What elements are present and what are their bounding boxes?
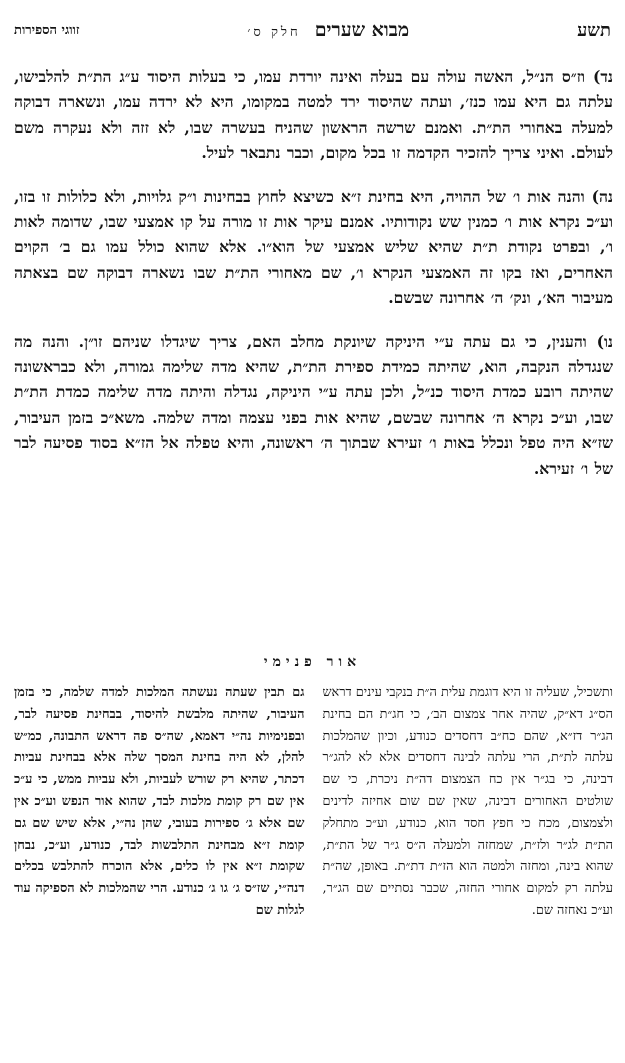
page-header: [14, 16, 611, 44]
paragraph-label: נה): [591, 186, 613, 206]
paragraph-label: נו): [596, 331, 614, 351]
book-title: מבוא שערים: [314, 18, 410, 41]
main-text: [14, 64, 613, 499]
commentary-section: [14, 682, 613, 1052]
paragraph-text: והענין, כי גם עתה ע״י היניקה שיונקת מחלב האם, צריך שיגדלו שניהם זו״ן. והנה מה שנגדלה הנקבה, הוא, שהיתה כמידת ספירת הת״ת, שהיא מדה שלימה גמורה, ולא כבראשונה שהיתה רובע כמדת היסוד כנ״ל, ולכן עתה ע״י היניקה, נגדלה והיתה מדה שלימה כמדת הת״ת שבו, וע״כ נקרא ה׳ אחרונה שבשם, שהיא אות בפני עצמה ומדה שלמה. משא״כ בזמן העיבור, שז״א היה טפל ונכלל באות ו׳ זעירא שבתוך ה׳ ראשונה, והיא טפלה אל הז״א בסוד פסיעה לבר של ו׳ זעירא.: [14, 331, 613, 478]
paragraph-label: נד): [593, 67, 613, 86]
paragraph-text: וז״ס הנ״ל, האשה עולה עם בעלה ואינה יורדת עמו, כי בעלות היסוד ע״ג הת״ת להלבישו, עלתה גם היא עמו כנז׳, ועתה שהיסוד ירד למטה במקומו, היא לא ירדה עמו, ונשארה דבוקה למעלה באחורי הת״ת. ואמנם שרשה הראשון שהניח בעשרה שבו, לא זזה ולא נעקרה משם לעולם. ואיני צריך להזכיר הקדמה זו בכל מקום, וכבר נתבאר לעיל.: [14, 67, 613, 163]
paragraph-text: והנה אות ו׳ של ההויה, היא בחינת ז״א כשיצא לחוץ בבחינות ו״ק גלויות, ולא כלולות זו בזו, וע״כ נקרא אות ו׳ כמנין שש נקודותיו. אמנם עיקר אות זו מורה על קו אמצעי שבו, שדומה לאות ו׳, ובפרט נקודת ת״ת שהיא שליש אמצעי של הוא״ו. אלא שהוא כולל עמו גם ב׳ הקוים האחרים, ואז בקו זה האמצעי הנקרא ו׳, שם מאחורי הת״ת שבו נשארה דבוקה שם בצאתה מעיבור הא׳, ונק׳ ה׳ אחרונה שבשם.: [14, 186, 613, 308]
commentary-left-column: גם תבין שעתה נעשתה המלכות למדה שלמה, כי בזמן העיבור, שהיתה מלבשת להיסוד, בבחינת פסיעה לבר, ובפנימיות נה״י דאמא, שה״ס פה דראש התבונה, כמ״ש להלן, לא היה בחינת המסך שלה אלא בבחינת עביות דכתר, שהיא רק שורש לעביות, ולא עביות ממש, כי ע״כ אין שם רק קומת מלכות לבד, שהוא אור הנפש וע״כ אין שם אלא ג׳ ספירות בעובי, שהן נה״י, אלא שיש שם גם קומת ז״א מבחינת התלבשות לבד, כנודע, וע״כ, נבחן שקומת ז״א אין לו כלים, אלא הוכרח להתלבש בכלים דנה״י, שז״ס ג׳ גו ג׳ כנודע. הרי שהמלכות לא הספיקה עוד לגלות שם: [14, 685, 305, 918]
paragraph-55: [14, 184, 613, 311]
header-center: [247, 19, 409, 42]
page-number: תשע: [577, 19, 611, 41]
topic-title: זווגי הספירות: [14, 23, 80, 38]
paragraph-54: [14, 64, 613, 166]
paragraph-56: [14, 329, 613, 481]
commentary-right-column: ותשכיל, שעליה זו היא דוגמת עלית ה״ת בנקבי עינים דראש הס״ג דא״ק, שהיה אחר צמצום הב׳, כי חג״ת הם בחינת הג״ר דז״א, שהם כח״ב דחסדים כנודע, וכיון שהמלכות עלתה לת״ת, הרי עלתה לבינה דחסדים אלא לא להג״ר דבינה, כי בג״ר אין כח הצמצום דה״ת ניכרת, כי שם שולטים האחורים דבינה, שאין שם שום אחיזה לדינים ולצמצום, מכח כי חפץ חסד הוא, כנודע, וע״כ מתחלק הת״ת לג״ר ולז״ת, שמחזה ולמעלה ה״ס ג״ר של הת״ת, שהוא בינה, ומחזה ולמטה הוא הז״ת דת״ת. באופן, שה״ת עלתה רק למקום אחורי החזה, שכבר נסתיים שם הג״ר, וע״כ נאחזה שם.: [322, 685, 613, 918]
part-label: חלק ס׳: [247, 24, 301, 40]
commentary-title: אור פנימי: [263, 654, 362, 670]
